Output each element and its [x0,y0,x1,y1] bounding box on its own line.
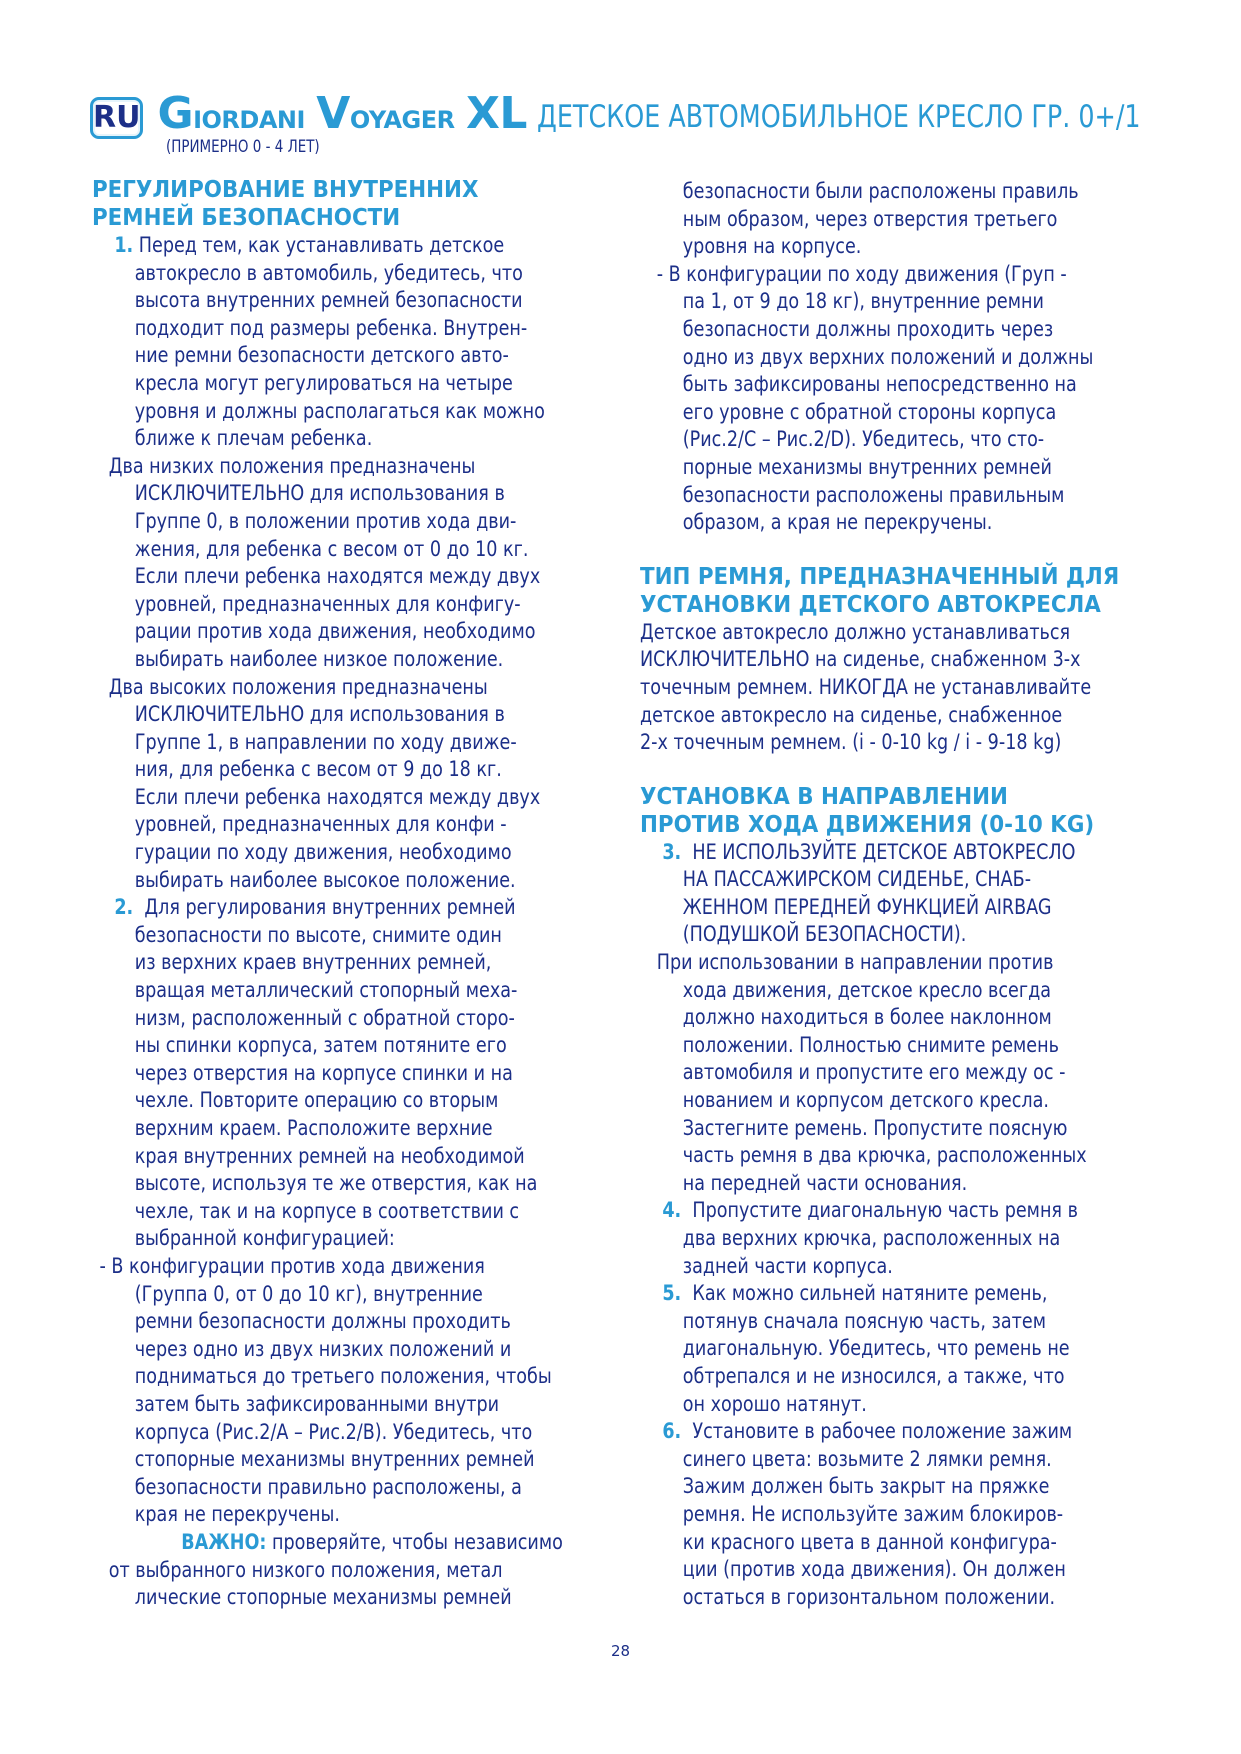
page-number: 28 [610,1642,631,1660]
text-line: низм, расположенный с обратной сторо- [134,1005,515,1030]
text-line: выбирать наиболее высокое положение. [134,867,516,892]
text-line: быть зафиксированы непосредственно на [682,372,1077,397]
text-line: синего цвета: возьмите 2 лямки ремня. [682,1446,1052,1471]
text-line: хода движения, детское кресло всегда [682,977,1052,1002]
text-line: через отверстия на корпусе спинки и на [134,1060,513,1085]
text-line: высоте, используя те же отверстия, как на [134,1171,538,1196]
heading-line: ТИП РЕМНЯ, ПРЕДНАЗНАЧЕННЫЙ ДЛЯ [640,563,1120,590]
text-line: кресла могут регулироваться на четыре [134,370,513,395]
item-2 [92,894,613,1253]
left-column [92,176,652,1612]
heading-line: УСТАНОВКИ ДЕТСКОГО АВТОКРЕСЛА [640,591,1101,618]
text-line: от выбранного низкого положения, метал [108,1557,503,1582]
text-line: уровней, предназначенных для конфи - [134,812,507,837]
important-note [92,1529,613,1612]
brand-name [157,88,527,139]
text-line: точечным ремнем. НИКОГДА не устанавливайте [640,674,1092,699]
text-line: из верхних краев внутренних ремней, [134,950,492,975]
brand-initial-g: G [157,88,194,139]
text-line: Группе 0, в положении против хода дви- [134,508,517,533]
text-line: уровней, предназначенных для конфигу- [134,591,521,616]
text-line: рации против хода движения, необходимо [134,619,536,644]
text-line: через одно из двух низких положений и [134,1336,512,1361]
text-line: па 1, от 9 до 18 кг), внутренние ремни [682,289,1044,314]
text-line: Два высоких положения предназначены [108,674,488,699]
item-5 [640,1280,1161,1418]
low-positions-paragraph [92,453,613,674]
brand-part-1: iordani [193,97,317,137]
text-line: При использовании в направлении против [656,950,1054,975]
text-line: - В конфигурации по ходу движения (Груп - [656,261,1067,286]
text-line: ным образом, через отверстия третьего [682,206,1058,231]
text-line: безопасности правильно расположены, а [134,1474,522,1499]
heading-line: УСТАНОВКА В НАПРАВЛЕНИИ [640,783,1008,810]
text-line: выбирать наиболее низкое положение. [134,646,504,671]
spacer [640,537,1200,563]
text-line: остаться в горизонтальном положении. [682,1584,1056,1609]
text-line: образом, а края не перекручены. [682,510,993,535]
text-line: ны спинки корпуса, затем потяните его [134,1033,507,1058]
text-line: одно из двух верхних положений и должны [682,344,1094,369]
text-line: чехле, так и на корпусе в соответствии с [134,1198,520,1223]
text-line: уровня на корпусе. [682,234,862,259]
rear-facing-config-paragraph [92,1253,613,1529]
item-number: 1. [114,233,134,257]
heading-line: РЕМНЕЙ БЕЗОПАСНОСТИ [92,205,401,231]
spacer [640,757,1200,783]
forward-facing-config-paragraph [640,261,1161,537]
text-line: корпуса (Рис.2/A – Рис.2/B). Убедитесь, что [134,1419,533,1444]
text-line: ремня. Не используйте зажим блокиров- [682,1501,1064,1526]
text-line: вращая металлический стопорный меха- [134,978,518,1003]
text-line: обтрепался и не износился, а также, что [682,1363,1065,1388]
right-column [640,178,1200,1611]
text-line: НЕ ИСПОЛЬЗУЙТЕ ДЕТСКОЕ АВТОКРЕСЛО [692,839,1076,864]
text-line: нованием и корпусом детского кресла. [682,1088,1049,1113]
text-line: выбранной конфигурацией: [134,1226,395,1251]
text-line: (Рис.2/C – Рис.2/D). Убедитесь, что сто- [682,427,1045,452]
text-line: безопасности должны проходить через [682,316,1054,341]
text-line: Зажим должен быть закрыт на пряжке [682,1474,1050,1499]
product-title: ДЕТСКОЕ АВТОМОБИЛЬНОЕ КРЕСЛО ГР. 0+/1 [536,99,1141,135]
text-line: ИСКЛЮЧИТЕЛЬНО на сиденье, снабженном 3-х [640,647,1081,672]
heading-line: РЕГУЛИРОВАНИЕ ВНУТРЕННИХ [92,177,479,203]
text-line: Установите в рабочее положение зажим [692,1419,1073,1444]
text-line: ния, для ребенка с весом от 9 до 18 кг. [134,757,502,782]
age-range: (ПРИМЕРНО 0 - 4 ЛЕТ) [166,137,320,157]
text-line: лические стопорные механизмы ремней [134,1585,512,1610]
text-line: (Группа 0, от 0 до 10 кг), внутренние [134,1281,483,1306]
text-line: Как можно сильней натяните ремень, [692,1281,1048,1306]
text-line: задней части корпуса. [682,1253,893,1278]
text-line: высота внутренних ремней безопасности [134,288,523,313]
heading-belt-type [640,563,1161,619]
rear-facing-paragraph [640,949,1161,1197]
important-label: ВАЖНО: [181,1529,267,1554]
item-1 [92,232,613,453]
heading-internal-belts [92,176,613,232]
heading-line: ПРОТИВ ХОДА ДВИЖЕНИЯ (0-10 KG) [640,811,1095,838]
item-6 [640,1418,1161,1611]
text-line: верхним краем. Расположите верхние [134,1116,493,1140]
text-line: ции (против хода движения). Он должен [682,1557,1066,1582]
text-line: порные механизмы внутренних ремней [682,454,1052,479]
text-line: гурации по ходу движения, необходимо [134,840,512,865]
text-line: подходит под размеры ребенка. Внутрен- [134,315,528,340]
text-line: ЖЕННОМ ПЕРЕДНЕЙ ФУНКЦИЕЙ AIRBAG [682,894,1052,919]
text-line: Группе 1, в направлении по ходу движе- [134,729,517,754]
text-line: уровня и должны располагаться как можно [134,398,545,423]
text-line: потянув сначала поясную часть, затем [682,1308,1046,1333]
text-line: Два низких положения предназначены [108,453,476,478]
text-line: он хорошо натянут. [682,1391,867,1416]
text-line: стопорные механизмы внутренних ремней [134,1447,535,1472]
text-line: края внутренних ремней на необходимой [134,1143,525,1168]
text-line: ближе к плечам ребенка. [134,426,373,451]
text-line: безопасности по высоте, снимите один [134,922,502,947]
brand-part-2: oyager [349,97,466,137]
text-line: Пропустите диагональную часть ремня в [692,1198,1078,1223]
text-line: ремни безопасности должны проходить [134,1309,511,1334]
text-line: автомобиля и пропустите его между ос - [682,1060,1066,1085]
item-3 [640,839,1161,949]
text-line: Для регулирования внутренних ремней [144,895,516,920]
text-line: два верхних крючка, расположенных на [682,1226,1061,1250]
text-line: (ПОДУШКОЙ БЕЗОПАСНОСТИ). [682,922,967,947]
item-number: 3. [662,839,682,864]
text-line: проверяйте, чтобы независимо [266,1529,563,1554]
text-line: автокресло в автомобиль, убедитесь, что [134,260,523,285]
text-line: Если плечи ребенка находятся между двух [134,784,541,809]
item-number: 5. [662,1281,682,1306]
text-line: 2-х точечным ремнем. (i - 0-10 kg / i - 9-18 kg) [640,730,1062,755]
item-number: 6. [662,1419,682,1444]
text-line: чехле. Повторите операцию со вторым [134,1088,499,1113]
text-line: положении. Полностью снимите ремень [682,1032,1059,1057]
brand-xl: XL [465,88,527,139]
text-line: ИСКЛЮЧИТЕЛЬНО для использования в [134,481,505,506]
title-row [90,88,1170,139]
item-number: 2. [114,895,134,920]
text-line: Перед тем, как устанавливать детское [138,233,505,257]
text-line: безопасности были расположены правиль [682,179,1079,203]
text-line: края не перекручены. [134,1502,340,1527]
brand-initial-v: V [316,88,350,139]
text-line: Если плечи ребенка находятся между двух [134,564,541,589]
text-line: диагональную. Убедитесь, что ремень не [682,1336,1070,1361]
text-line: на передней части основания. [682,1170,968,1195]
belt-type-paragraph [640,619,1161,757]
page-header [90,88,1170,157]
heading-rear-facing-install [640,783,1161,839]
continuation-paragraph [640,178,1161,261]
text-line: должно находиться в более наклонном [682,1005,1052,1030]
high-positions-paragraph [92,674,613,895]
text-line: ИСКЛЮЧИТЕЛЬНО для использования в [134,702,505,727]
item-4 [640,1197,1161,1280]
text-line: затем быть зафиксированными внутри [134,1391,500,1416]
text-line: ки красного цвета в данной конфигура- [682,1529,1057,1554]
text-line: детское автокресло на сиденье, снабженное [640,702,1063,727]
text-line: НА ПАССАЖИРСКОМ СИДЕНЬЕ, СНАБ- [682,867,1032,892]
text-line: Застегните ремень. Пропустите поясную [682,1115,1068,1140]
text-line: часть ремня в два крючка, расположенных [682,1143,1087,1168]
text-line: безопасности расположены правильным [682,482,1065,507]
text-line: жения, для ребенка с весом от 0 до 10 кг. [134,536,529,561]
text-line: подниматься до третьего положения, чтобы [134,1364,552,1389]
text-line: Детское автокресло должно устанавливаться [640,619,1071,644]
text-line: ние ремни безопасности детского авто- [134,343,509,368]
language-badge: RU [90,97,143,139]
text-line: его уровне с обратной стороны корпуса [682,399,1057,424]
text-line: - В конфигурации против хода движения [99,1253,485,1278]
item-number: 4. [662,1198,682,1223]
